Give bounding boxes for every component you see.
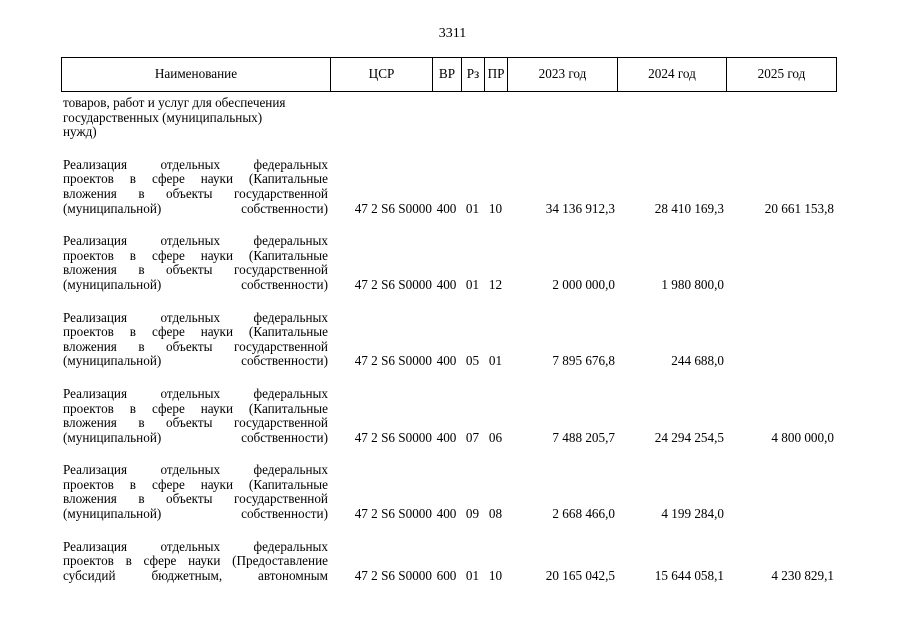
- row-name-line: (муниципальной) собственности): [63, 353, 328, 369]
- column-header-csr: ЦСР: [331, 58, 433, 92]
- row-name-line: вложения в объекты государственной: [63, 491, 328, 507]
- row-name: [61, 463, 328, 521]
- amount-2025: [726, 234, 836, 292]
- table-header: [61, 57, 837, 92]
- row-name-line: проектов в сфере науки (Капитальные: [63, 247, 328, 263]
- row-name: [61, 540, 328, 584]
- pr-code: 08: [488, 506, 503, 522]
- row-name: [61, 234, 328, 292]
- row-name-line: проектов в сфере науки (Капитальные: [63, 171, 328, 187]
- column-header-2024: 2024 год: [618, 58, 727, 92]
- csr-code: 47 2 S6 S0000: [354, 429, 432, 445]
- pr-code: 10: [488, 567, 503, 583]
- row-name-line: вложения в объекты государственной: [63, 338, 328, 354]
- row-name-line: (муниципальной) собственности): [63, 429, 328, 445]
- vr-code: 400: [436, 506, 457, 522]
- amount-2023: 34 136 912,3: [545, 200, 615, 216]
- row-name-line: Реализация отдельных федеральных: [63, 538, 328, 554]
- csr-code: 47 2 S6 S0000: [354, 200, 432, 216]
- pr-code: 10: [488, 200, 503, 216]
- csr-code: 47 2 S6 S0000: [354, 567, 432, 583]
- amount-2024: 24 294 254,5: [654, 429, 724, 445]
- row-name-line: субсидий бюджетным, автономным: [63, 567, 328, 583]
- amount-2024: 4 199 284,0: [661, 506, 724, 522]
- row-name-line: проектов в сфере науки (Предоставление: [63, 553, 328, 569]
- row-name: [61, 387, 328, 445]
- vr-code: 400: [436, 353, 457, 369]
- column-header-2023: 2023 год: [508, 58, 618, 92]
- csr-code: 47 2 S6 S0000: [354, 276, 432, 292]
- vr-code: 400: [436, 200, 457, 216]
- amount-2023: 2 000 000,0: [552, 276, 615, 292]
- rz-code: 01: [465, 276, 480, 292]
- amount-2025: [726, 463, 836, 521]
- row-name-line: проектов в сфере науки (Капитальные: [63, 400, 328, 416]
- row-name-line: проектов в сфере науки (Капитальные: [63, 476, 328, 492]
- amount-2025: [726, 311, 836, 369]
- table-body: [61, 96, 836, 583]
- vr-code: 400: [436, 276, 457, 292]
- row-name-line: вложения в объекты государственной: [63, 262, 328, 278]
- pr-code: 01: [488, 353, 503, 369]
- amount-2023: 7 895 676,8: [552, 353, 615, 369]
- table-row: [61, 158, 836, 216]
- rz-code: 01: [465, 567, 480, 583]
- rz-code: 01: [465, 200, 480, 216]
- table-row: [61, 387, 836, 445]
- table-row: [61, 540, 836, 584]
- row-name-line: Реализация отдельных федеральных: [63, 156, 328, 172]
- row-name-line: Реализация отдельных федеральных: [63, 233, 328, 249]
- row-name-line: (муниципальной) собственности): [63, 200, 328, 216]
- row-name-line: (муниципальной) собственности): [63, 276, 328, 292]
- table-row: [61, 311, 836, 369]
- row-name-line: проектов в сфере науки (Капитальные: [63, 324, 328, 340]
- amount-2025: 20 661 153,8: [764, 200, 834, 216]
- amount-2023: 7 488 205,7: [552, 429, 615, 445]
- table-row: [61, 463, 836, 521]
- table-row-continuation: [61, 96, 836, 140]
- rz-code: 09: [465, 506, 480, 522]
- amount-2024: 28 410 169,3: [654, 200, 724, 216]
- column-header-rz: Рз: [462, 58, 485, 92]
- column-header-2025: 2025 год: [727, 58, 837, 92]
- vr-code: 400: [436, 429, 457, 445]
- page-number: 3311: [438, 26, 467, 41]
- table-row: [61, 234, 836, 292]
- row-name-line: нужд): [63, 124, 97, 140]
- amount-2024: 15 644 058,1: [654, 567, 724, 583]
- row-name-line: государственных (муниципальных): [63, 109, 263, 125]
- vr-code: 600: [436, 567, 457, 583]
- amount-2023: 20 165 042,5: [545, 567, 615, 583]
- row-name-line: Реализация отдельных федеральных: [63, 462, 328, 478]
- pr-code: 06: [488, 429, 503, 445]
- column-header-vr: ВР: [433, 58, 462, 92]
- column-header-name: Наименование: [62, 58, 331, 92]
- amount-2023: 2 668 466,0: [552, 506, 615, 522]
- row-name: [61, 311, 328, 369]
- row-name: [61, 96, 328, 140]
- amount-2024: 1 980 800,0: [661, 276, 724, 292]
- amount-2025: 4 230 829,1: [771, 567, 834, 583]
- row-name-line: товаров, работ и услуг для обеспечения: [63, 95, 286, 110]
- row-name-line: Реализация отдельных федеральных: [63, 385, 328, 401]
- row-name: [61, 158, 328, 216]
- rz-code: 05: [465, 353, 480, 369]
- rz-code: 07: [465, 429, 480, 445]
- pr-code: 12: [488, 276, 503, 292]
- csr-code: 47 2 S6 S0000: [354, 353, 432, 369]
- row-name-line: (муниципальной) собственности): [63, 506, 328, 522]
- amount-2025: 4 800 000,0: [771, 429, 834, 445]
- row-name-line: вложения в объекты государственной: [63, 185, 328, 201]
- amount-2024: 244 688,0: [671, 353, 724, 369]
- csr-code: 47 2 S6 S0000: [354, 506, 432, 522]
- row-name-line: вложения в объекты государственной: [63, 415, 328, 431]
- row-name-line: Реализация отдельных федеральных: [63, 309, 328, 325]
- column-header-pr: ПР: [485, 58, 508, 92]
